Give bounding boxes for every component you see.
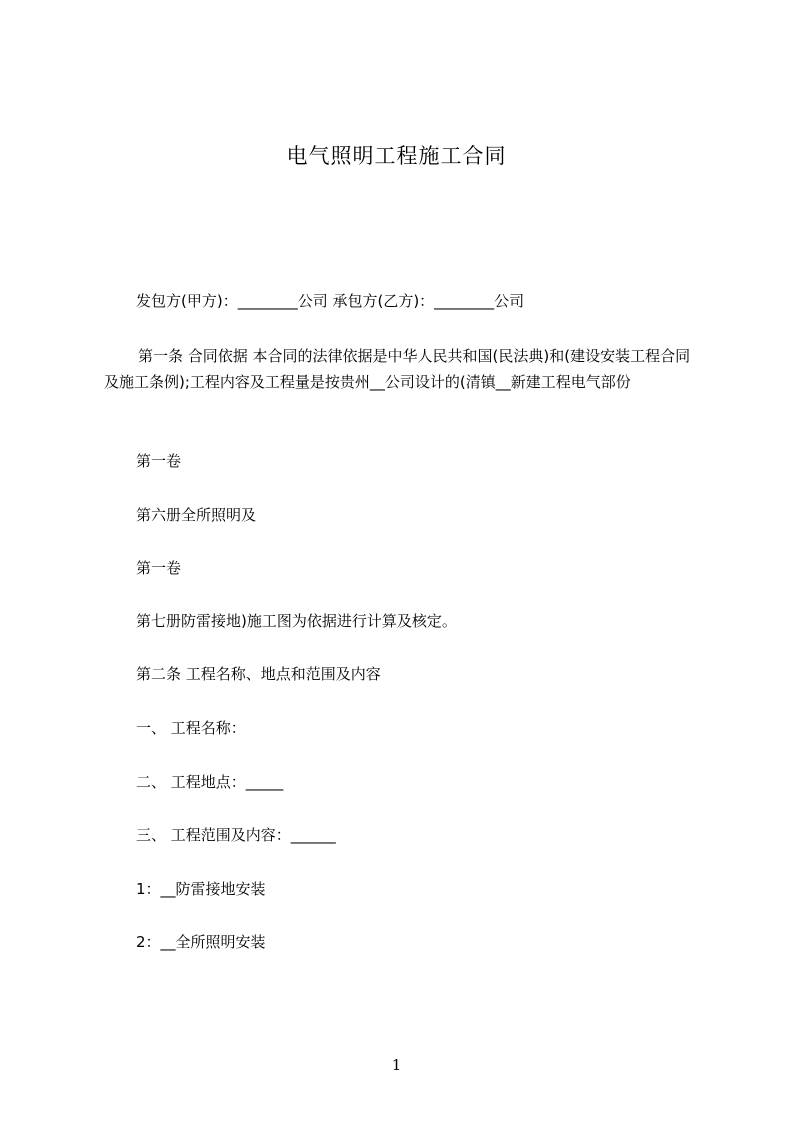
document-title: 电气照明工程施工合同 xyxy=(286,144,507,168)
volume-1-line: 第一卷 xyxy=(136,452,182,470)
scope-item-1: 1：__防雷接地安装 xyxy=(136,880,266,898)
scope-item-2: 2：__全所照明安装 xyxy=(136,933,266,951)
article-1-paragraph: 第一条 合同依据 本合同的法律依据是中华人民共和国(民法典)和(建设安装工程合同及施工条例);工程内容及工程量是按贵州__公司设计的(清镇__新建工程电气部份 xyxy=(104,347,691,391)
project-location-line: 二、 工程地点：_____ xyxy=(136,773,284,791)
volume-1-line-2: 第一卷 xyxy=(136,559,182,577)
page-number: 1 xyxy=(391,1056,402,1074)
project-name-line: 一、 工程名称： xyxy=(136,719,246,737)
book-7-line: 第七册防雷接地)施工图为依据进行计算及核定。 xyxy=(136,612,457,630)
party-line: 发包方(甲方)：________公司 承包方(乙方)：________公司 xyxy=(136,292,525,310)
article-2-heading: 第二条 工程名称、地点和范围及内容 xyxy=(136,665,381,683)
project-scope-line: 三、 工程范围及内容：______ xyxy=(136,826,336,844)
book-6-line: 第六册全所照明及 xyxy=(136,506,257,524)
